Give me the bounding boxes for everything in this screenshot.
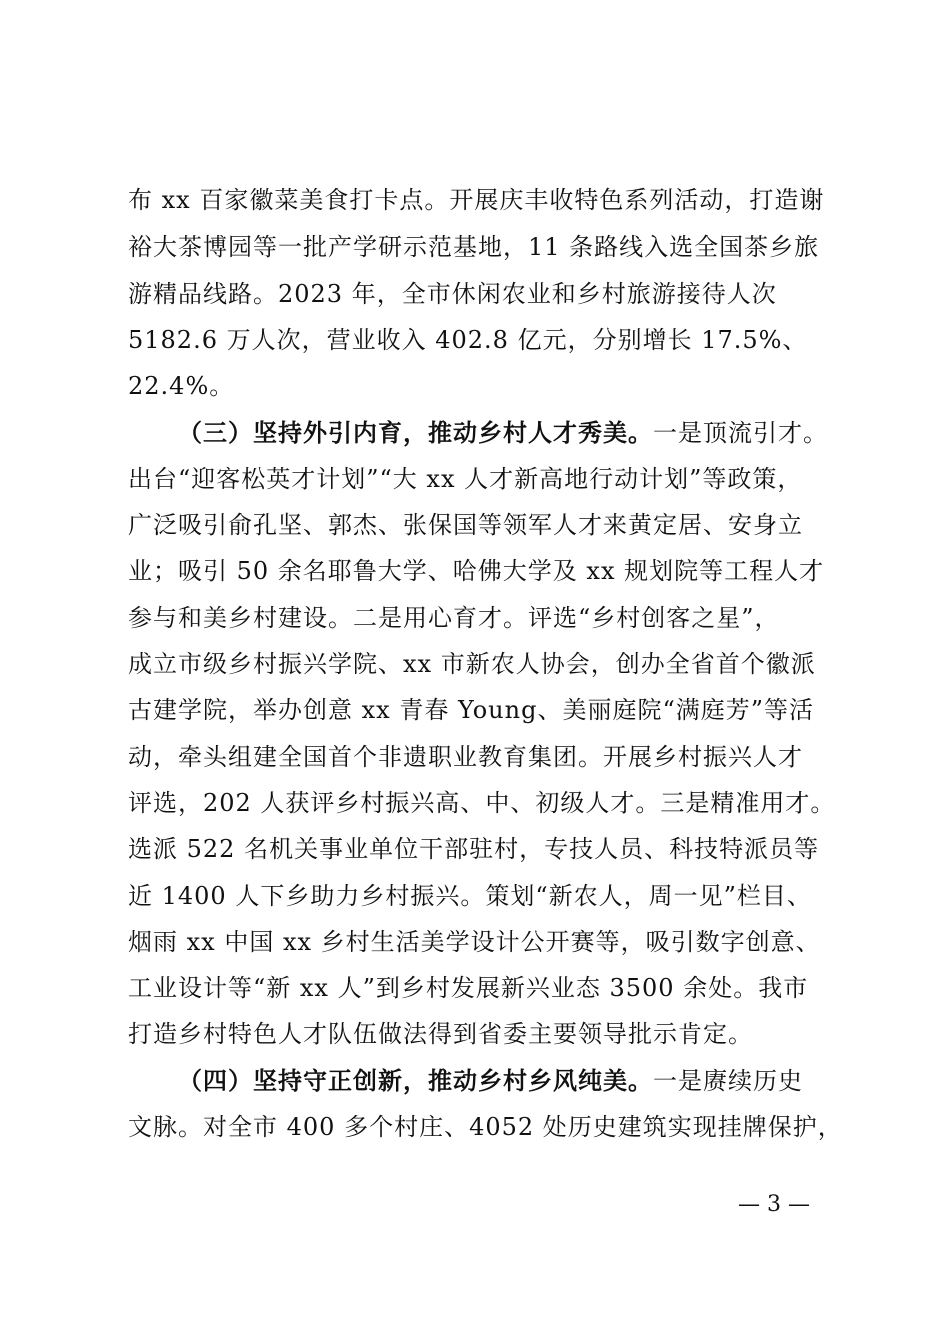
body-line: 文脉。对全市 400 多个村庄、4052 处历史建筑实现挂牌保护， (128, 1113, 843, 1141)
body-line: 出台“迎客松英才计划”“大 xx 人才新高地行动计划”等政策， (128, 465, 803, 493)
body-line: 近 1400 人下乡助力乡村振兴。策划“新农人，周一见”栏目、 (128, 882, 812, 910)
section-3-first-line-text: 一是顶流引才。 (653, 419, 828, 447)
body-line: 打造乡村特色人才队伍做法得到省委主要领导批示肯定。 (128, 1020, 753, 1048)
body-line: 动，牵头组建全国首个非遗职业教育集团。开展乡村振兴人才 (128, 743, 803, 771)
body-line: 游精品线路。2023 年，全市休闲农业和乡村旅游接待人次 (128, 280, 777, 308)
body-line: 烟雨 xx 中国 xx 乡村生活美学设计公开赛等，吸引数字创意、 (128, 928, 821, 956)
body-line: 成立市级乡村振兴学院、xx 市新农人协会，创办全省首个徽派 (128, 650, 816, 678)
body-line: 广泛吸引俞孔坚、郭杰、张保国等领军人才来黄定居、安身立 (128, 511, 803, 539)
section-3-heading: （三）坚持外引内育，推动乡村人才秀美。 (178, 418, 653, 447)
section-4-first-line-text: 一是赓续历史 (653, 1067, 803, 1095)
page-number: — 3 — (738, 1192, 810, 1217)
body-line: 5182.6 万人次，营业收入 402.8 亿元，分别增长 17.5%、 (128, 326, 808, 354)
section-4-first-line (178, 1064, 848, 1098)
body-line: 评选，202 人获评乡村振兴高、中、初级人才。三是精准用才。 (128, 789, 836, 817)
section-4-heading: （四）坚持守正创新，推动乡村乡风纯美。 (178, 1066, 653, 1095)
body-line: 工业设计等“新 xx 人”到乡村发展新兴业态 3500 余处。我市 (128, 974, 809, 1002)
body-line: 22.4%。 (128, 372, 235, 400)
body-line: 选派 522 名机关事业单位干部驻村，专技人员、科技特派员等 (128, 835, 820, 863)
body-line: 裕大茶博园等一批产学研示范基地，11 条路线入选全国茶乡旅 (128, 233, 820, 261)
body-line: 业；吸引 50 余名耶鲁大学、哈佛大学及 xx 规划院等工程人才 (128, 557, 825, 585)
section-3-first-line (178, 416, 848, 450)
body-line: 布 xx 百家徽菜美食打卡点。开展庆丰收特色系列活动，打造谢 (128, 186, 825, 214)
body-line: 古建学院，举办创意 xx 青春 Young、美丽庭院“满庭芳”等活 (128, 696, 814, 724)
body-line: 参与和美乡村建设。二是用心育才。评选“乡村创客之星”， (128, 604, 780, 632)
